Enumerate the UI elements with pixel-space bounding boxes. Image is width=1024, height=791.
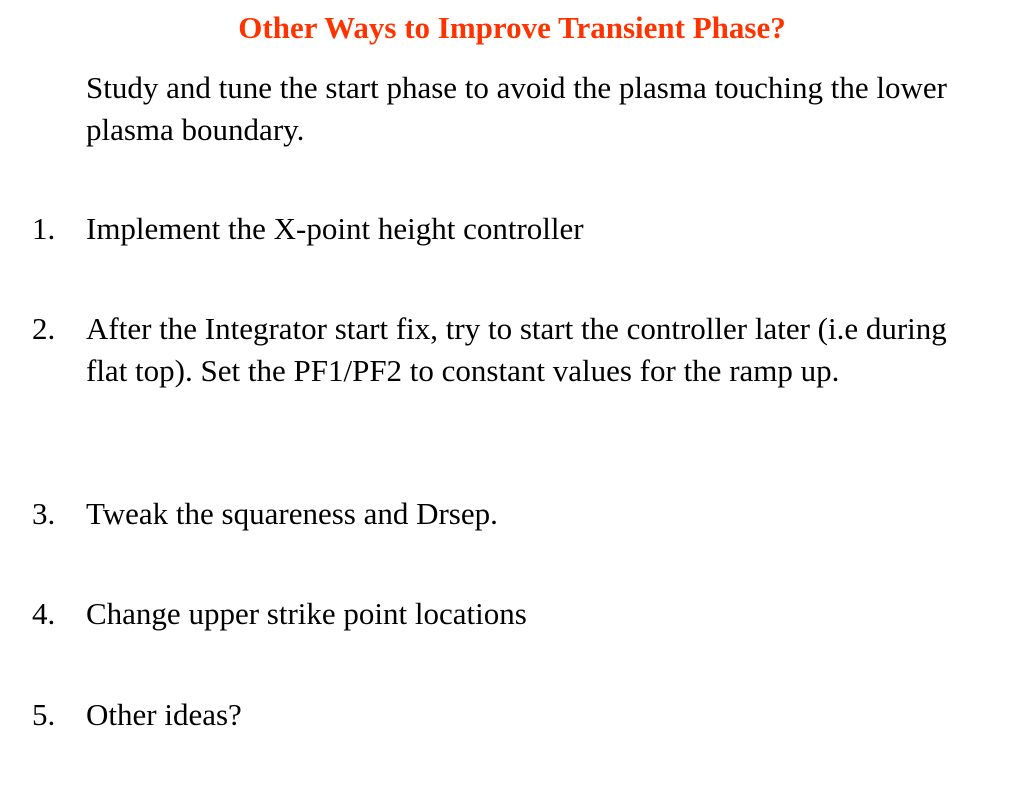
list-item-number: 2. bbox=[32, 311, 56, 346]
list-item-text: Tweak the squareness and Drsep. bbox=[86, 496, 498, 531]
list-item-text: Other ideas? bbox=[86, 697, 242, 732]
list-item-text: After the Integrator start fix, try to start the controller later (i.e during flat top). Set the PF1/PF2 to constant values for the ramp up. bbox=[86, 311, 947, 388]
list-item-number: 3. bbox=[32, 496, 56, 531]
intro-paragraph: Study and tune the start phase to avoid the plasma touching the lower plasma boundary. bbox=[86, 70, 947, 147]
list-item-number: 1. bbox=[32, 211, 56, 246]
list-item-text: Implement the X-point height controller bbox=[86, 211, 584, 246]
list-item-number: 4. bbox=[32, 596, 56, 631]
slide-title: Other Ways to Improve Transient Phase? bbox=[238, 10, 786, 45]
list-item-text: Change upper strike point locations bbox=[86, 596, 527, 631]
list-item-number: 5. bbox=[32, 697, 56, 732]
